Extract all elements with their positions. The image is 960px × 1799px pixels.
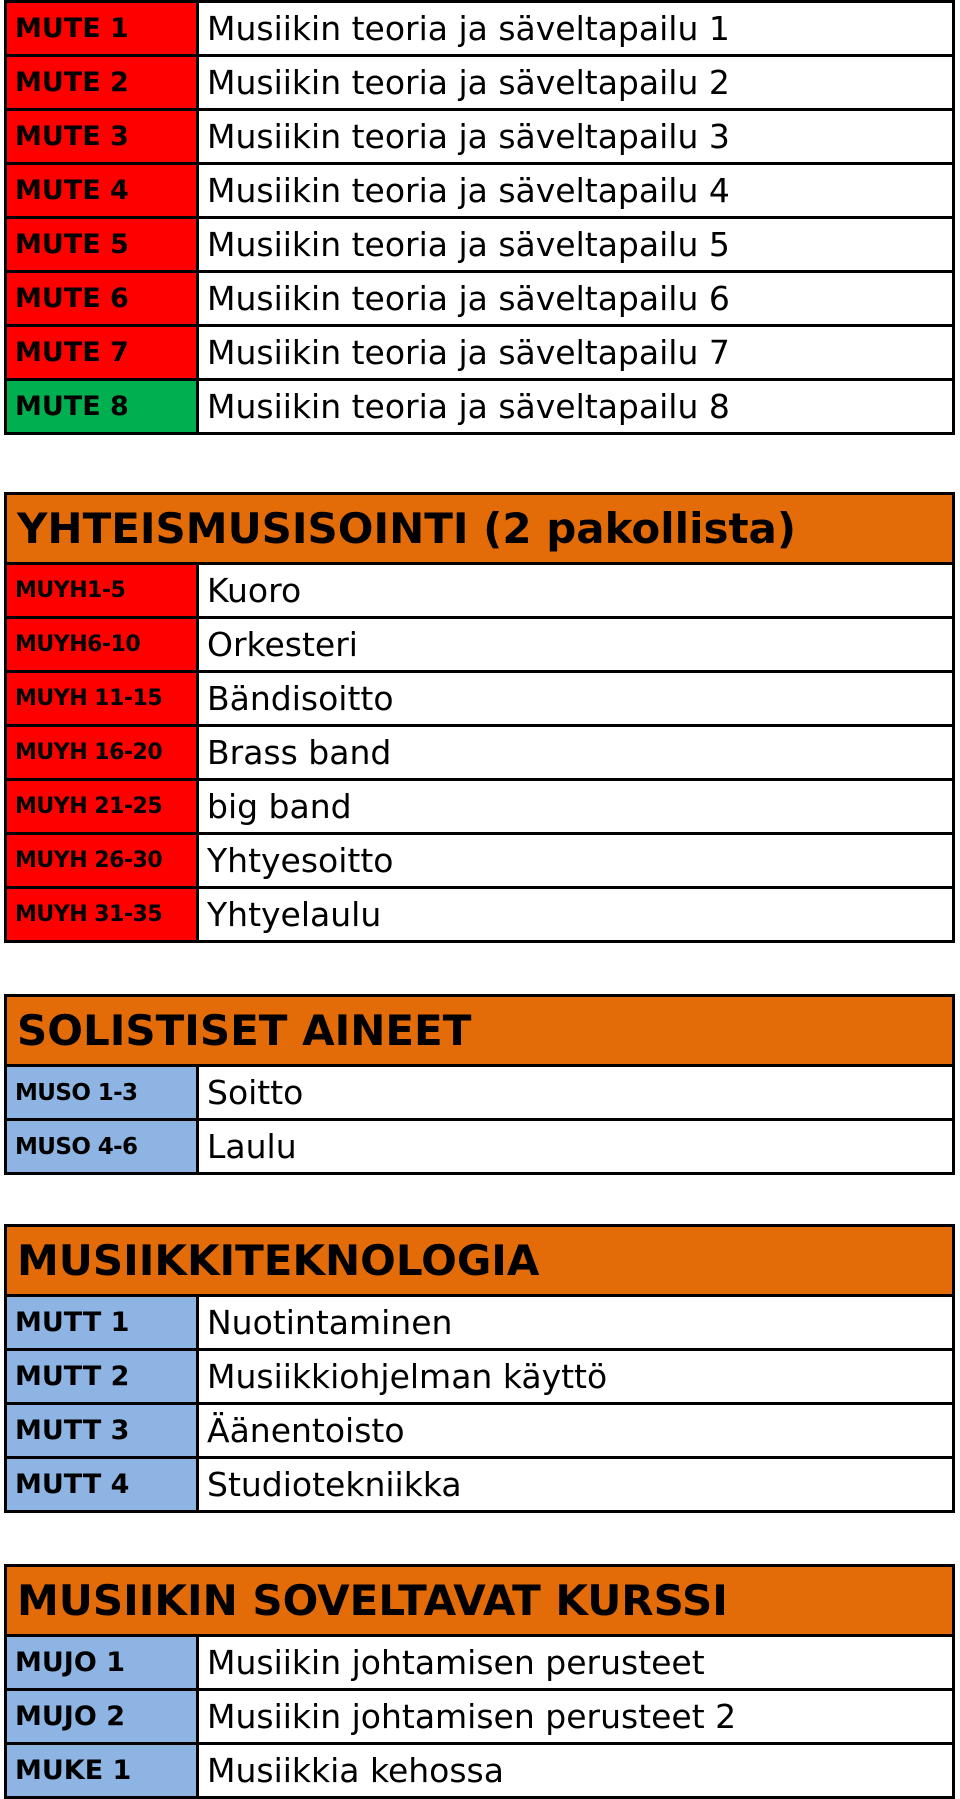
course-name: Kuoro: [199, 565, 952, 616]
course-name: Musiikin teoria ja säveltapailu 1: [199, 3, 952, 54]
course-code: MUTE 2: [7, 57, 199, 108]
course-code: MUTE 8: [7, 381, 199, 432]
course-name: Yhtyesoitto: [199, 835, 952, 886]
course-code: MUJO 2: [7, 1691, 199, 1742]
course-name: Musiikin teoria ja säveltapailu 3: [199, 111, 952, 162]
course-name: Soitto: [199, 1067, 952, 1118]
course-code: MUTE 4: [7, 165, 199, 216]
course-name: Orkesteri: [199, 619, 952, 670]
table-row: [4, 273, 955, 327]
course-code: MUTT 1: [7, 1297, 199, 1348]
solistiset-table: [4, 994, 955, 1175]
course-name: Äänentoisto: [199, 1405, 952, 1456]
course-code: MUYH 21-25: [7, 781, 199, 832]
table-row: [4, 1067, 955, 1121]
section-heading: YHTEISMUSISOINTI (2 pakollista): [4, 492, 955, 565]
course-code: MUKE 1: [7, 1745, 199, 1796]
course-code: MUSO 4-6: [7, 1121, 199, 1172]
course-name: Musiikin teoria ja säveltapailu 4: [199, 165, 952, 216]
course-code: MUTE 6: [7, 273, 199, 324]
table-row: [4, 1691, 955, 1745]
course-code: MUTE 5: [7, 219, 199, 270]
course-name: Musiikin teoria ja säveltapailu 7: [199, 327, 952, 378]
course-name: Musiikin teoria ja säveltapailu 6: [199, 273, 952, 324]
course-code: MUTT 4: [7, 1459, 199, 1510]
course-name: Bändisoitto: [199, 673, 952, 724]
section-heading: MUSIIKIN SOVELTAVAT KURSSI: [4, 1564, 955, 1637]
table-row: [4, 111, 955, 165]
table-row: [4, 1351, 955, 1405]
course-code: MUYH 31-35: [7, 889, 199, 940]
course-code: MUTT 2: [7, 1351, 199, 1402]
course-name: Musiikin teoria ja säveltapailu 5: [199, 219, 952, 270]
course-name: Musiikin teoria ja säveltapailu 2: [199, 57, 952, 108]
course-name: Laulu: [199, 1121, 952, 1172]
table-row: [4, 889, 955, 943]
table-row: [4, 327, 955, 381]
course-code: MUTT 3: [7, 1405, 199, 1456]
course-code: MUYH 26-30: [7, 835, 199, 886]
table-row: [4, 1459, 955, 1513]
course-code: MUTE 1: [7, 3, 199, 54]
table-row: [4, 57, 955, 111]
table-row: [4, 1297, 955, 1351]
table-row: [4, 1637, 955, 1691]
table-row: [4, 727, 955, 781]
course-code: MUTE 7: [7, 327, 199, 378]
course-name: Musiikin johtamisen perusteet: [199, 1637, 952, 1688]
yhteismusisointi-table: [4, 492, 955, 943]
course-name: big band: [199, 781, 952, 832]
course-code: MUYH 11-15: [7, 673, 199, 724]
course-code: MUYH6-10: [7, 619, 199, 670]
mute-table: [4, 0, 955, 435]
table-row: [4, 1121, 955, 1175]
course-name: Nuotintaminen: [199, 1297, 952, 1348]
course-name: Musiikin teoria ja säveltapailu 8: [199, 381, 952, 432]
table-row: [4, 219, 955, 273]
course-code: MUYH 16-20: [7, 727, 199, 778]
table-row: [4, 781, 955, 835]
course-name: Musiikkiohjelman käyttö: [199, 1351, 952, 1402]
course-name: Musiikin johtamisen perusteet 2: [199, 1691, 952, 1742]
table-row: [4, 565, 955, 619]
table-row: [4, 165, 955, 219]
table-row: [4, 1745, 955, 1799]
course-name: Musiikkia kehossa: [199, 1745, 952, 1796]
course-name: Yhtyelaulu: [199, 889, 952, 940]
section-heading: MUSIIKKITEKNOLOGIA: [4, 1224, 955, 1297]
table-row: [4, 673, 955, 727]
section-heading: SOLISTISET AINEET: [4, 994, 955, 1067]
table-row: [4, 381, 955, 435]
teknologia-table: [4, 1224, 955, 1513]
soveltavat-table: [4, 1564, 955, 1799]
course-code: MUYH1-5: [7, 565, 199, 616]
course-name: Brass band: [199, 727, 952, 778]
course-code: MUTE 3: [7, 111, 199, 162]
course-code: MUJO 1: [7, 1637, 199, 1688]
table-row: [4, 835, 955, 889]
table-row: [4, 619, 955, 673]
table-row: [4, 0, 955, 57]
course-name: Studiotekniikka: [199, 1459, 952, 1510]
course-code: MUSO 1-3: [7, 1067, 199, 1118]
table-row: [4, 1405, 955, 1459]
